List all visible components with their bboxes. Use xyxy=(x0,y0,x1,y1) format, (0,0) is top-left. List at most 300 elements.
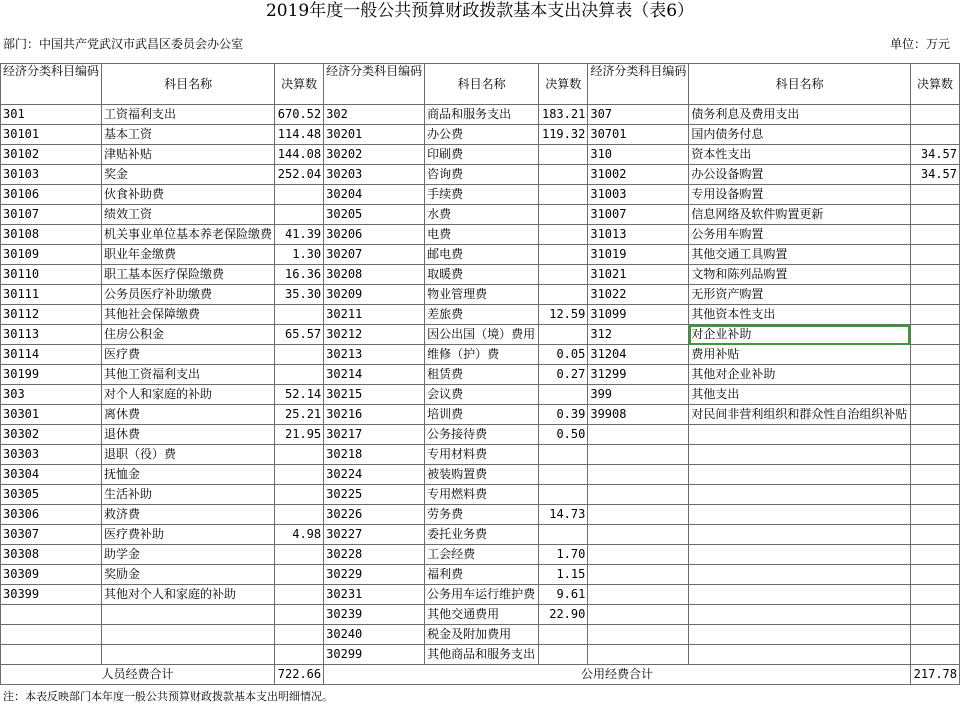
cell-code-1[interactable]: 30108 xyxy=(1,225,102,245)
cell-amount-3[interactable] xyxy=(910,225,959,245)
cell-name-1[interactable]: 退休费 xyxy=(102,425,275,445)
cell-code-2[interactable]: 30204 xyxy=(324,185,425,205)
cell-amount-2[interactable] xyxy=(539,445,588,465)
cell-amount-1[interactable] xyxy=(275,605,324,625)
header-amount-2[interactable]: 决算数 xyxy=(539,64,588,105)
cell-name-3[interactable] xyxy=(689,465,911,485)
table-row xyxy=(1,625,960,645)
cell-name-2[interactable]: 因公出国（境）费用 xyxy=(425,325,539,345)
table-row xyxy=(1,265,960,285)
table-row xyxy=(1,445,960,465)
cell-name-2[interactable]: 专用燃料费 xyxy=(425,485,539,505)
cell-amount-3[interactable] xyxy=(910,205,959,225)
cell-code-2[interactable]: 302 xyxy=(324,105,425,125)
cell-name-2[interactable]: 租赁费 xyxy=(425,365,539,385)
table-row xyxy=(1,465,960,485)
public-total-label[interactable]: 公用经费合计 xyxy=(324,665,911,685)
cell-amount-2[interactable] xyxy=(539,385,588,405)
cell-amount-2[interactable]: 9.61 xyxy=(539,585,588,605)
cell-name-1[interactable]: 其他工资福利支出 xyxy=(102,365,275,385)
cell-name-1[interactable] xyxy=(102,625,275,645)
cell-amount-1[interactable] xyxy=(275,485,324,505)
cell-amount-1[interactable] xyxy=(275,365,324,385)
cell-code-2[interactable]: 30206 xyxy=(324,225,425,245)
cell-code-2[interactable]: 30228 xyxy=(324,545,425,565)
header-code-3[interactable]: 经济分类科目编码 xyxy=(588,64,689,105)
cell-code-1[interactable]: 30102 xyxy=(1,145,102,165)
cell-code-3[interactable] xyxy=(588,465,689,485)
cell-code-2[interactable]: 30209 xyxy=(324,285,425,305)
cell-name-2[interactable]: 工会经费 xyxy=(425,545,539,565)
cell-name-2[interactable]: 手续费 xyxy=(425,185,539,205)
table-row xyxy=(1,305,960,325)
cell-amount-1[interactable] xyxy=(275,645,324,665)
cell-name-2[interactable]: 税金及附加费用 xyxy=(425,625,539,645)
cell-code-1[interactable]: 30305 xyxy=(1,485,102,505)
cell-name-1[interactable]: 工资福利支出 xyxy=(102,105,275,125)
cell-code-3[interactable] xyxy=(588,625,689,645)
cell-amount-1[interactable] xyxy=(275,185,324,205)
cell-name-2[interactable]: 其他交通费用 xyxy=(425,605,539,625)
cell-amount-3[interactable] xyxy=(910,245,959,265)
table-row xyxy=(1,145,960,165)
cell-amount-3[interactable] xyxy=(910,525,959,545)
cell-code-2[interactable]: 30214 xyxy=(324,365,425,385)
department-label: 部门：中国共产党武汉市武昌区委员会办公室 xyxy=(3,37,244,51)
cell-amount-1[interactable] xyxy=(275,565,324,585)
cell-name-2[interactable]: 维修（护）费 xyxy=(425,345,539,365)
cell-code-2[interactable]: 30211 xyxy=(324,305,425,325)
cell-amount-3[interactable] xyxy=(910,545,959,565)
cell-amount-3[interactable]: 34.57 xyxy=(910,165,959,185)
cell-code-3[interactable] xyxy=(588,445,689,465)
cell-amount-2[interactable] xyxy=(539,525,588,545)
cell-name-1[interactable]: 其他社会保障缴费 xyxy=(102,305,275,325)
cell-name-3[interactable]: 专用设备购置 xyxy=(689,185,911,205)
cell-name-3[interactable]: 资本性支出 xyxy=(689,145,911,165)
cell-code-2[interactable]: 30205 xyxy=(324,205,425,225)
cell-name-1[interactable]: 住房公积金 xyxy=(102,325,275,345)
cell-code-1[interactable]: 301 xyxy=(1,105,102,125)
cell-code-1[interactable]: 30112 xyxy=(1,305,102,325)
cell-name-1[interactable]: 伙食补助费 xyxy=(102,185,275,205)
cell-name-2[interactable]: 其他商品和服务支出 xyxy=(425,645,539,665)
cell-code-1[interactable]: 30304 xyxy=(1,465,102,485)
cell-amount-2[interactable]: 0.27 xyxy=(539,365,588,385)
cell-amount-3[interactable] xyxy=(910,485,959,505)
header-name-3[interactable]: 科目名称 xyxy=(689,64,911,105)
header-amount-3[interactable]: 决算数 xyxy=(910,64,959,105)
cell-code-2[interactable]: 30215 xyxy=(324,385,425,405)
cell-code-2[interactable]: 30208 xyxy=(324,265,425,285)
cell-name-3[interactable]: 办公设备购置 xyxy=(689,165,911,185)
cell-name-2[interactable]: 物业管理费 xyxy=(425,285,539,305)
cell-name-1[interactable]: 其他对个人和家庭的补助 xyxy=(102,585,275,605)
cell-code-3[interactable]: 307 xyxy=(588,105,689,125)
cell-name-1[interactable]: 奖金 xyxy=(102,165,275,185)
cell-amount-2[interactable] xyxy=(539,485,588,505)
table-row xyxy=(1,225,960,245)
cell-code-3[interactable] xyxy=(588,565,689,585)
cell-amount-3[interactable] xyxy=(910,445,959,465)
cell-name-2[interactable]: 福利费 xyxy=(425,565,539,585)
table-row xyxy=(1,505,960,525)
table-row xyxy=(1,585,960,605)
cell-amount-3[interactable] xyxy=(910,645,959,665)
cell-name-3[interactable]: 其他交通工具购置 xyxy=(689,245,911,265)
table-row xyxy=(1,165,960,185)
cell-name-2[interactable]: 劳务费 xyxy=(425,505,539,525)
cell-code-1[interactable]: 30399 xyxy=(1,585,102,605)
cell-amount-1[interactable] xyxy=(275,505,324,525)
cell-amount-2[interactable] xyxy=(539,285,588,305)
cell-code-2[interactable]: 30227 xyxy=(324,525,425,545)
cell-name-1[interactable]: 对个人和家庭的补助 xyxy=(102,385,275,405)
cell-code-2[interactable]: 30201 xyxy=(324,125,425,145)
cell-name-3[interactable] xyxy=(689,425,911,445)
cell-amount-1[interactable]: 114.48 xyxy=(275,125,324,145)
cell-amount-3[interactable] xyxy=(910,385,959,405)
cell-name-2[interactable]: 培训费 xyxy=(425,405,539,425)
cell-name-3[interactable]: 债务利息及费用支出 xyxy=(689,105,911,125)
cell-amount-2[interactable]: 0.50 xyxy=(539,425,588,445)
cell-name-3[interactable]: 其他支出 xyxy=(689,385,911,405)
table-row xyxy=(1,205,960,225)
cell-name-2[interactable]: 咨询费 xyxy=(425,165,539,185)
cell-name-3[interactable] xyxy=(689,545,911,565)
cell-name-1[interactable]: 医疗费 xyxy=(102,345,275,365)
cell-amount-3[interactable] xyxy=(910,105,959,125)
cell-name-3[interactable]: 文物和陈列品购置 xyxy=(689,265,911,285)
cell-amount-1[interactable]: 35.30 xyxy=(275,285,324,305)
cell-amount-3[interactable] xyxy=(910,345,959,365)
cell-code-2[interactable]: 30229 xyxy=(324,565,425,585)
cell-amount-3[interactable] xyxy=(910,585,959,605)
cell-amount-1[interactable] xyxy=(275,305,324,325)
cell-code-2[interactable]: 30225 xyxy=(324,485,425,505)
cell-name-3[interactable]: 其他对企业补助 xyxy=(689,365,911,385)
cell-amount-3[interactable] xyxy=(910,285,959,305)
cell-amount-3[interactable] xyxy=(910,605,959,625)
cell-amount-3[interactable] xyxy=(910,465,959,485)
cell-code-2[interactable]: 30218 xyxy=(324,445,425,465)
cell-name-1[interactable]: 医疗费补助 xyxy=(102,525,275,545)
cell-code-2[interactable]: 30212 xyxy=(324,325,425,345)
cell-amount-1[interactable]: 41.39 xyxy=(275,225,324,245)
cell-amount-3[interactable] xyxy=(910,625,959,645)
table-row xyxy=(1,605,960,625)
cell-name-3[interactable] xyxy=(689,625,911,645)
cell-name-2[interactable]: 委托业务费 xyxy=(425,525,539,545)
cell-code-1[interactable]: 30110 xyxy=(1,265,102,285)
table-row xyxy=(1,325,960,345)
table-row xyxy=(1,545,960,565)
footnote: 注：本表反映部门本年度一般公共预算财政拨款基本支出明细情况。 xyxy=(3,690,333,703)
cell-code-2[interactable]: 30226 xyxy=(324,505,425,525)
table-row xyxy=(1,425,960,445)
cell-amount-1[interactable]: 144.08 xyxy=(275,145,324,165)
cell-name-3[interactable] xyxy=(689,485,911,505)
cell-name-2[interactable]: 公务用车运行维护费 xyxy=(425,585,539,605)
cell-code-1[interactable]: 30301 xyxy=(1,405,102,425)
cell-amount-2[interactable] xyxy=(539,245,588,265)
cell-name-3[interactable]: 信息网络及软件购置更新 xyxy=(689,205,911,225)
cell-code-1[interactable]: 30307 xyxy=(1,525,102,545)
cell-code-2[interactable]: 30299 xyxy=(324,645,425,665)
cell-name-1[interactable]: 奖励金 xyxy=(102,565,275,585)
cell-amount-3[interactable] xyxy=(910,505,959,525)
cell-code-1[interactable]: 30306 xyxy=(1,505,102,525)
cell-name-3[interactable]: 公务用车购置 xyxy=(689,225,911,245)
cell-amount-2[interactable] xyxy=(539,645,588,665)
cell-amount-1[interactable]: 1.30 xyxy=(275,245,324,265)
cell-code-1[interactable]: 30308 xyxy=(1,545,102,565)
cell-code-3[interactable]: 30701 xyxy=(588,125,689,145)
cell-code-2[interactable]: 30216 xyxy=(324,405,425,425)
cell-amount-2[interactable] xyxy=(539,325,588,345)
cell-code-3[interactable] xyxy=(588,525,689,545)
cell-name-2[interactable]: 邮电费 xyxy=(425,245,539,265)
table-row xyxy=(1,245,960,265)
table-row xyxy=(1,365,960,385)
cell-code-1[interactable]: 30103 xyxy=(1,165,102,185)
cell-amount-3[interactable] xyxy=(910,125,959,145)
table-row xyxy=(1,645,960,665)
cell-amount-3[interactable] xyxy=(910,425,959,445)
cell-code-2[interactable]: 30203 xyxy=(324,165,425,185)
cell-code-2[interactable]: 30207 xyxy=(324,245,425,265)
cell-code-1[interactable]: 30114 xyxy=(1,345,102,365)
cell-amount-3[interactable] xyxy=(910,565,959,585)
cell-code-2[interactable]: 30202 xyxy=(324,145,425,165)
table-row xyxy=(1,345,960,365)
cell-name-2[interactable]: 公务接待费 xyxy=(425,425,539,445)
personnel-total-value[interactable]: 722.66 xyxy=(275,665,324,685)
cell-name-2[interactable]: 水费 xyxy=(425,205,539,225)
cell-code-2[interactable]: 30231 xyxy=(324,585,425,605)
cell-name-1[interactable]: 退职（役）费 xyxy=(102,445,275,465)
table-row xyxy=(1,405,960,425)
table-row xyxy=(1,525,960,545)
table-row xyxy=(1,185,960,205)
totals-row xyxy=(1,665,960,685)
cell-name-1[interactable]: 生活补助 xyxy=(102,485,275,505)
cell-code-3[interactable] xyxy=(588,485,689,505)
cell-amount-1[interactable]: 670.52 xyxy=(275,105,324,125)
cell-name-1[interactable]: 基本工资 xyxy=(102,125,275,145)
cell-name-1[interactable]: 助学金 xyxy=(102,545,275,565)
cell-amount-1[interactable] xyxy=(275,345,324,365)
cell-code-1[interactable]: 30113 xyxy=(1,325,102,345)
cell-amount-2[interactable] xyxy=(539,205,588,225)
cell-amount-2[interactable]: 119.32 xyxy=(539,125,588,145)
cell-code-3[interactable]: 39908 xyxy=(588,405,689,425)
cell-name-1[interactable]: 公务员医疗补助缴费 xyxy=(102,285,275,305)
cell-amount-1[interactable] xyxy=(275,585,324,605)
cell-amount-1[interactable] xyxy=(275,545,324,565)
cell-code-3[interactable]: 31022 xyxy=(588,285,689,305)
cell-name-1[interactable]: 机关事业单位基本养老保险缴费 xyxy=(102,225,275,245)
cell-code-1[interactable]: 30111 xyxy=(1,285,102,305)
cell-amount-1[interactable] xyxy=(275,445,324,465)
table-row xyxy=(1,285,960,305)
cell-name-2[interactable]: 被装购置费 xyxy=(425,465,539,485)
cell-name-1[interactable]: 抚恤金 xyxy=(102,465,275,485)
cell-code-3[interactable] xyxy=(588,645,689,665)
cell-code-1[interactable]: 30101 xyxy=(1,125,102,145)
cell-code-1[interactable]: 30303 xyxy=(1,445,102,465)
cell-code-2[interactable]: 30217 xyxy=(324,425,425,445)
cell-name-1[interactable]: 救济费 xyxy=(102,505,275,525)
cell-name-3[interactable] xyxy=(689,525,911,545)
personnel-total-label[interactable]: 人员经费合计 xyxy=(1,665,275,685)
cell-amount-3[interactable] xyxy=(910,265,959,285)
cell-amount-2[interactable]: 12.59 xyxy=(539,305,588,325)
cell-name-1[interactable]: 津贴补贴 xyxy=(102,145,275,165)
cell-amount-3[interactable] xyxy=(910,405,959,425)
cell-name-1[interactable]: 绩效工资 xyxy=(102,205,275,225)
table-row xyxy=(1,485,960,505)
cell-name-2[interactable]: 电费 xyxy=(425,225,539,245)
cell-code-3[interactable]: 31204 xyxy=(588,345,689,365)
table-row xyxy=(1,125,960,145)
cell-amount-1[interactable]: 52.14 xyxy=(275,385,324,405)
cell-name-3[interactable] xyxy=(689,645,911,665)
cell-code-3[interactable]: 31013 xyxy=(588,225,689,245)
cell-name-2[interactable]: 差旅费 xyxy=(425,305,539,325)
cell-name-1[interactable] xyxy=(102,605,275,625)
cell-code-3[interactable]: 312 xyxy=(588,325,689,345)
cell-code-2[interactable]: 30213 xyxy=(324,345,425,365)
header-amount-1[interactable]: 决算数 xyxy=(275,64,324,105)
cell-amount-3[interactable] xyxy=(910,185,959,205)
cell-name-2[interactable]: 取暖费 xyxy=(425,265,539,285)
cell-amount-1[interactable] xyxy=(275,625,324,645)
cell-amount-1[interactable] xyxy=(275,465,324,485)
cell-code-1[interactable] xyxy=(1,605,102,625)
cell-code-1[interactable]: 30302 xyxy=(1,425,102,445)
cell-name-3[interactable]: 对民间非营利组织和群众性自治组织补贴 xyxy=(689,405,911,425)
cell-code-3[interactable]: 31019 xyxy=(588,245,689,265)
table-row xyxy=(1,105,960,125)
cell-name-3[interactable]: 其他资本性支出 xyxy=(689,305,911,325)
cell-amount-2[interactable] xyxy=(539,225,588,245)
cell-code-1[interactable]: 30109 xyxy=(1,245,102,265)
cell-name-3[interactable]: 无形资产购置 xyxy=(689,285,911,305)
cell-amount-1[interactable]: 4.98 xyxy=(275,525,324,545)
header-name-2[interactable]: 科目名称 xyxy=(425,64,539,105)
cell-name-2[interactable]: 专用材料费 xyxy=(425,445,539,465)
cell-amount-1[interactable]: 65.57 xyxy=(275,325,324,345)
cell-amount-1[interactable]: 21.95 xyxy=(275,425,324,445)
cell-name-3[interactable] xyxy=(689,585,911,605)
cell-code-3[interactable]: 31003 xyxy=(588,185,689,205)
cell-name-3[interactable] xyxy=(689,445,911,465)
cell-amount-3[interactable] xyxy=(910,325,959,345)
cell-code-3[interactable] xyxy=(588,605,689,625)
cell-code-3[interactable]: 31099 xyxy=(588,305,689,325)
cell-code-3[interactable]: 31002 xyxy=(588,165,689,185)
cell-amount-3[interactable] xyxy=(910,365,959,385)
cell-name-3[interactable] xyxy=(689,505,911,525)
cell-amount-1[interactable] xyxy=(275,205,324,225)
cell-code-3[interactable]: 399 xyxy=(588,385,689,405)
cell-amount-1[interactable]: 252.04 xyxy=(275,165,324,185)
cell-code-1[interactable]: 30107 xyxy=(1,205,102,225)
cell-code-2[interactable]: 30239 xyxy=(324,605,425,625)
header-name-1[interactable]: 科目名称 xyxy=(102,64,275,105)
header-row xyxy=(1,64,960,105)
cell-name-2[interactable]: 办公费 xyxy=(425,125,539,145)
cell-amount-3[interactable]: 34.57 xyxy=(910,145,959,165)
cell-amount-2[interactable]: 1.15 xyxy=(539,565,588,585)
cell-amount-3[interactable] xyxy=(910,305,959,325)
table-row xyxy=(1,565,960,585)
cell-name-1[interactable]: 离休费 xyxy=(102,405,275,425)
cell-amount-1[interactable]: 25.21 xyxy=(275,405,324,425)
cell-amount-2[interactable]: 0.39 xyxy=(539,405,588,425)
cell-amount-2[interactable] xyxy=(539,265,588,285)
expenditure-table xyxy=(0,63,960,685)
cell-name-2[interactable]: 商品和服务支出 xyxy=(425,105,539,125)
cell-amount-2[interactable] xyxy=(539,145,588,165)
cell-name-1[interactable]: 职工基本医疗保险缴费 xyxy=(102,265,275,285)
cell-code-2[interactable]: 30224 xyxy=(324,465,425,485)
cell-name-3[interactable] xyxy=(689,605,911,625)
cell-code-1[interactable]: 30199 xyxy=(1,365,102,385)
cell-code-3[interactable] xyxy=(588,545,689,565)
unit-label: 单位：万元 xyxy=(889,37,950,51)
cell-name-1[interactable]: 职业年金缴费 xyxy=(102,245,275,265)
cell-name-3[interactable]: 对企业补助 xyxy=(689,325,911,345)
cell-name-3[interactable]: 国内债务付息 xyxy=(689,125,911,145)
cell-code-1[interactable]: 30106 xyxy=(1,185,102,205)
cell-code-3[interactable]: 31021 xyxy=(588,265,689,285)
cell-amount-2[interactable] xyxy=(539,185,588,205)
cell-code-1[interactable] xyxy=(1,645,102,665)
cell-code-3[interactable]: 310 xyxy=(588,145,689,165)
table-title: 2019年度一般公共预算财政拨款基本支出决算表（表6） xyxy=(265,1,695,21)
cell-name-3[interactable] xyxy=(689,565,911,585)
cell-amount-2[interactable] xyxy=(539,465,588,485)
cell-amount-2[interactable]: 14.73 xyxy=(539,505,588,525)
cell-amount-2[interactable]: 1.70 xyxy=(539,545,588,565)
cell-code-3[interactable] xyxy=(588,425,689,445)
cell-code-3[interactable] xyxy=(588,585,689,605)
cell-amount-2[interactable]: 183.21 xyxy=(539,105,588,125)
cell-code-3[interactable]: 31007 xyxy=(588,205,689,225)
cell-amount-1[interactable]: 16.36 xyxy=(275,265,324,285)
public-total-value[interactable]: 217.78 xyxy=(910,665,959,685)
cell-code-3[interactable] xyxy=(588,505,689,525)
cell-amount-2[interactable] xyxy=(539,165,588,185)
table-row xyxy=(1,385,960,405)
header-code-1[interactable]: 经济分类科目编码 xyxy=(1,64,102,105)
cell-code-3[interactable]: 31299 xyxy=(588,365,689,385)
cell-code-1[interactable] xyxy=(1,625,102,645)
cell-amount-2[interactable] xyxy=(539,625,588,645)
cell-name-3[interactable]: 费用补贴 xyxy=(689,345,911,365)
cell-code-2[interactable]: 30240 xyxy=(324,625,425,645)
cell-amount-2[interactable]: 22.90 xyxy=(539,605,588,625)
cell-name-1[interactable] xyxy=(102,645,275,665)
cell-name-2[interactable]: 印刷费 xyxy=(425,145,539,165)
cell-amount-2[interactable]: 0.05 xyxy=(539,345,588,365)
cell-code-1[interactable]: 303 xyxy=(1,385,102,405)
cell-code-1[interactable]: 30309 xyxy=(1,565,102,585)
header-code-2[interactable]: 经济分类科目编码 xyxy=(324,64,425,105)
cell-name-2[interactable]: 会议费 xyxy=(425,385,539,405)
